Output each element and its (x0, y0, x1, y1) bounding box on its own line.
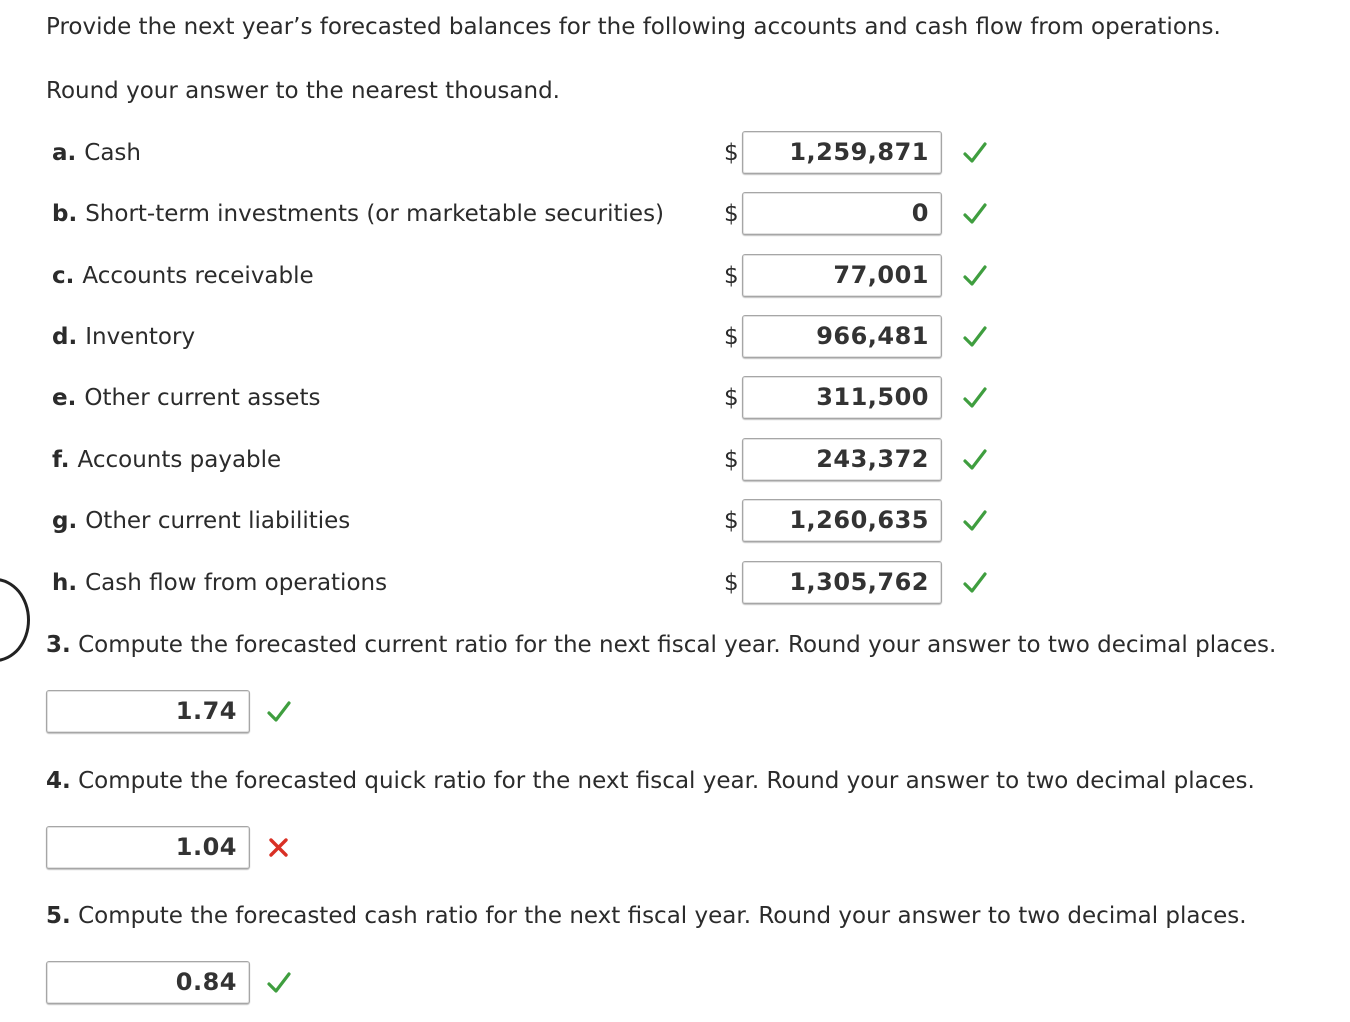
item-letter: d. (52, 324, 78, 350)
accounts-payable-answer-input[interactable]: 243,372 (742, 438, 942, 481)
check-icon (962, 263, 988, 289)
short-term-investments-answer-input[interactable]: 0 (742, 192, 942, 235)
dollar-sign: $ (724, 508, 739, 534)
question-text: Compute the forecasted current ratio for the next fiscal year. Round your answer to two decimal places. (78, 632, 1277, 658)
instructions-line-2: Round your answer to the nearest thousand. (46, 78, 560, 104)
check-icon (962, 201, 988, 227)
item-label: Other current liabilities (85, 508, 351, 534)
item-letter: f. (52, 447, 70, 473)
question-number: 3. (46, 632, 71, 658)
item-label: Cash flow from operations (85, 570, 388, 596)
item-letter: a. (52, 140, 77, 166)
item-label: Accounts receivable (82, 263, 314, 289)
inventory-answer-input[interactable]: 966,481 (742, 315, 942, 358)
question-4-prompt (46, 768, 1255, 794)
check-icon (962, 447, 988, 473)
row-other-current-assets (52, 375, 1052, 421)
item-letter: b. (52, 201, 78, 227)
row-inventory (52, 314, 1052, 360)
item-letter: c. (52, 263, 75, 289)
question-number: 5. (46, 903, 71, 929)
question-text: Compute the forecasted cash ratio for the next fiscal year. Round your answer to two decimal places. (78, 903, 1247, 929)
question-3-prompt (46, 632, 1276, 658)
item-label: Short-term investments (or marketable securities) (85, 201, 665, 227)
other-current-liabilities-answer-input[interactable]: 1,260,635 (742, 499, 942, 542)
dollar-sign: $ (724, 201, 739, 227)
cash-flow-from-operations-answer-input[interactable]: 1,305,762 (742, 561, 942, 604)
dollar-sign: $ (724, 324, 739, 350)
check-icon (962, 570, 988, 596)
row-cash-flow-from-operations (52, 560, 1052, 606)
row-accounts-receivable (52, 253, 1052, 299)
dollar-sign: $ (724, 140, 739, 166)
item-label: Accounts payable (77, 447, 282, 473)
accounts-receivable-answer-input[interactable]: 77,001 (742, 254, 942, 297)
check-icon (962, 324, 988, 350)
question-5-prompt (46, 903, 1247, 929)
item-label: Inventory (85, 324, 196, 350)
cash-ratio-answer-input[interactable]: 0.84 (46, 961, 250, 1004)
item-label: Cash (84, 140, 141, 166)
quick-ratio-answer-input[interactable]: 1.04 (46, 826, 250, 869)
current-ratio-answer-input[interactable]: 1.74 (46, 690, 250, 733)
item-letter: e. (52, 385, 77, 411)
row-accounts-payable (52, 437, 1052, 483)
dollar-sign: $ (724, 570, 739, 596)
cash-answer-input[interactable]: 1,259,871 (742, 131, 942, 174)
dollar-sign: $ (724, 263, 739, 289)
instructions-line-1: Provide the next year’s forecasted balances for the following accounts and cash flow from operations. (46, 14, 1221, 40)
item-label: Other current assets (84, 385, 321, 411)
question-text: Compute the forecasted quick ratio for the next fiscal year. Round your answer to two decimal places. (78, 768, 1255, 794)
check-icon (962, 140, 988, 166)
scroll-bracket-decoration (0, 578, 30, 662)
item-letter: h. (52, 570, 78, 596)
question-number: 4. (46, 768, 71, 794)
item-letter: g. (52, 508, 78, 534)
dollar-sign: $ (724, 447, 739, 473)
dollar-sign: $ (724, 385, 739, 411)
x-icon (266, 835, 292, 861)
check-icon (266, 970, 292, 996)
row-cash (52, 130, 1052, 176)
other-current-assets-answer-input[interactable]: 311,500 (742, 376, 942, 419)
check-icon (962, 508, 988, 534)
check-icon (962, 385, 988, 411)
row-other-current-liabilities (52, 498, 1052, 544)
check-icon (266, 699, 292, 725)
row-short-term-investments (52, 191, 1052, 237)
